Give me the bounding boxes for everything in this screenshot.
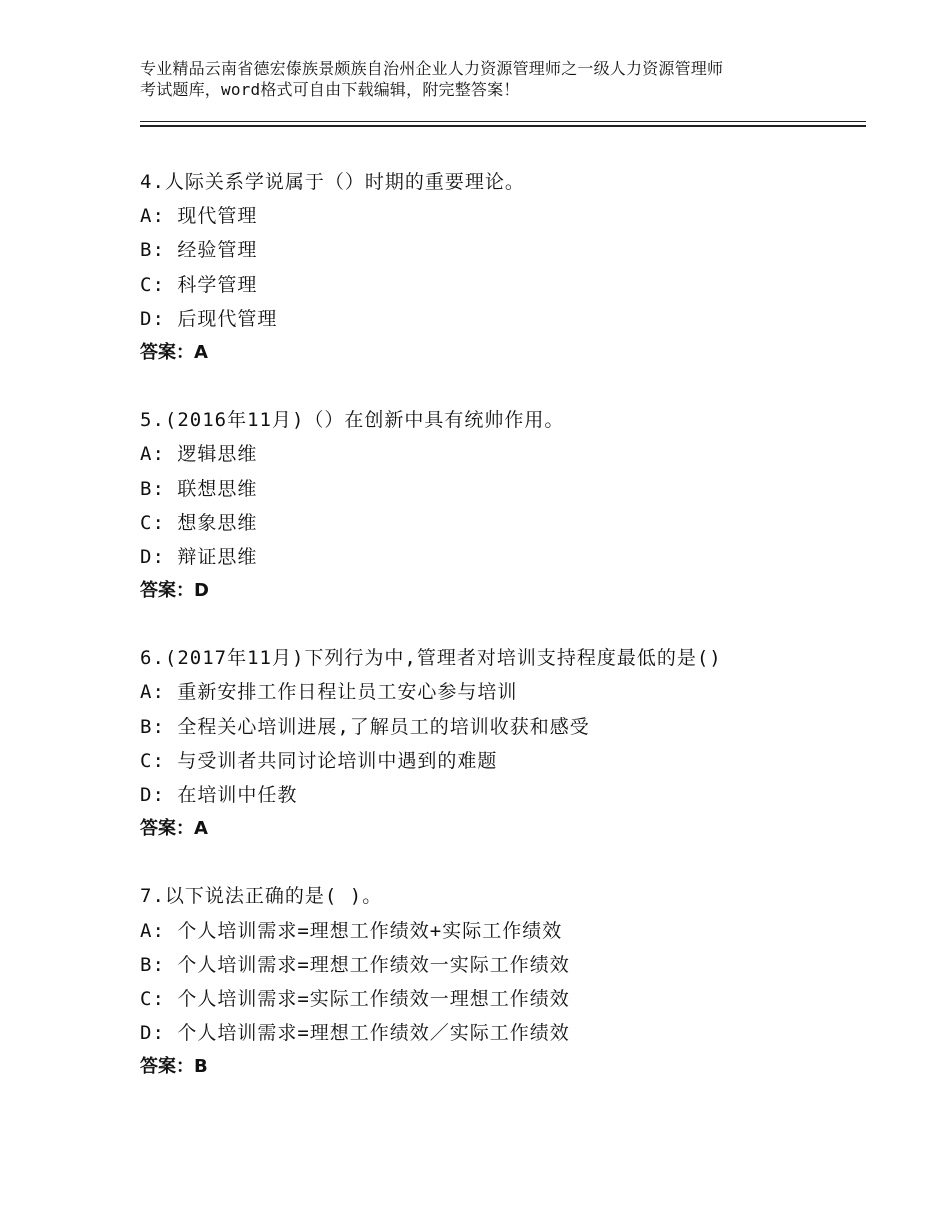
option-c: C: 与受训者共同讨论培训中遇到的难题 [140,749,498,772]
option-a: A: 重新安排工作日程让员工安心参与培训 [140,681,518,704]
option-a: A: 逻辑思维 [140,443,258,466]
question-7 [140,879,880,1084]
answer-label: 答案：A [140,341,208,363]
option-d: D: 后现代管理 [140,307,278,330]
option-a: A: 个人培训需求=理想工作绩效+实际工作绩效 [140,919,563,942]
question-stem: 4.人际关系学说属于（）时期的重要理论。 [140,171,525,193]
answer-label: 答案：D [140,580,209,602]
document-header [140,58,830,100]
header-title-line-1: 专业精品云南省德宏傣族景颇族自治州企业人力资源管理师之一级人力资源管理师 [140,59,724,78]
option-b: B: 全程关心培训进展,了解员工的培训收获和感受 [140,715,590,738]
question-list [140,165,880,1085]
option-b: B: 个人培训需求=理想工作绩效一实际工作绩效 [140,953,570,976]
option-d: D: 在培训中任教 [140,784,298,806]
option-b: B: 经验管理 [140,239,258,262]
header-divider-thick [140,125,866,127]
option-d: D: 个人培训需求=理想工作绩效／实际工作绩效 [140,1022,570,1045]
question-stem: 6.(2017年11月)下列行为中,管理者对培训支持程度最低的是() [140,647,722,670]
question-spacer [140,608,880,641]
header-title-line-2: 考试题库，word格式可自由下载编辑，附完整答案！ [140,80,520,99]
answer-label: 答案：B [140,1056,208,1078]
question-stem: 5.(2016年11月)（）在创新中具有统帅作用。 [140,409,565,432]
question-4 [140,165,880,370]
option-c: C: 想象思维 [140,511,258,534]
option-b: B: 联想思维 [140,477,258,500]
option-c: C: 个人培训需求=实际工作绩效一理想工作绩效 [140,987,570,1010]
question-spacer [140,846,880,879]
option-d: D: 辩证思维 [140,545,258,568]
question-stem: 7.以下说法正确的是( )。 [140,885,383,908]
option-c: C: 科学管理 [140,273,258,296]
question-5 [140,403,880,608]
header-divider-thin [140,121,866,122]
question-6 [140,641,880,846]
question-spacer [140,370,880,403]
answer-label: 答案：A [140,818,208,840]
option-a: A: 现代管理 [140,205,258,228]
